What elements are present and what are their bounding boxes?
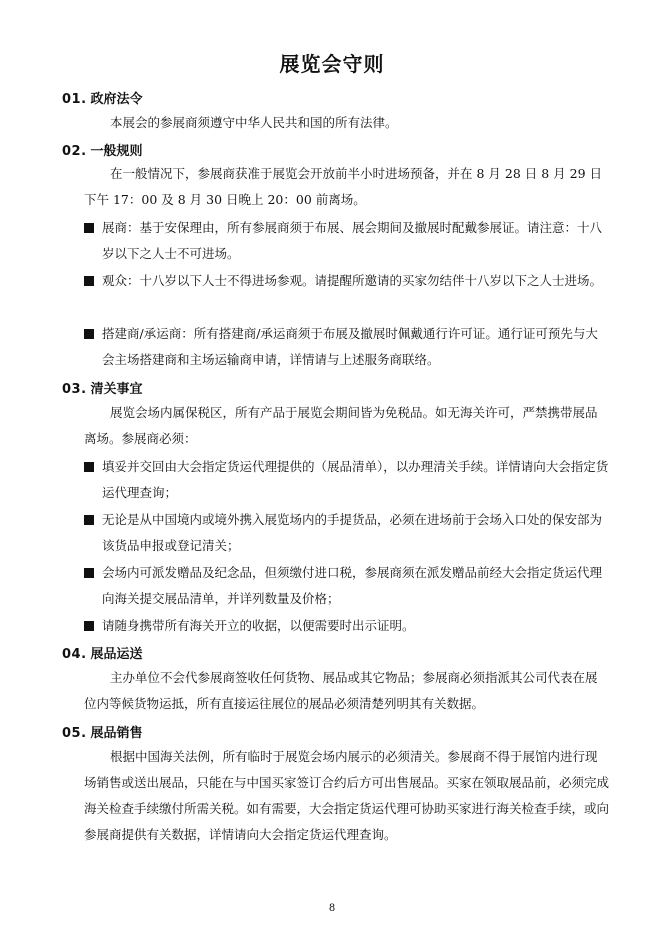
section-title: 展品运送 [90,647,143,662]
section-01-paragraph: 本展会的参展商须遵守中华人民共和国的所有法律。 [110,115,398,130]
section-title: 清关事宜 [90,382,143,397]
square-bullet-icon [84,621,94,631]
list-item-text: 搭建商/承运商：所有搭建商/承运商须于布展及撤展时佩戴通行许可证。通行证可预先与大会主场搭建商和主场运输商申请，详情请与上述服务商联络。 [102,326,598,367]
section-number: 01. [62,92,87,107]
section-04-paragraph: 主办单位不会代参展商签收任何货物、展品或其它物品；参展商必须指派其公司代表在展位内等候货物运抵，所有直接运往展位的展品必须清楚列明其有关数据。 [84,670,598,711]
section-title: 展品销售 [90,726,143,741]
page-number: 8 [328,903,336,914]
list-item [84,507,609,559]
list-item [84,321,609,373]
square-bullet-icon [84,462,94,472]
list-item [84,560,609,612]
list-item [84,268,609,294]
list-item-text: 请随身携带所有海关开立的收据，以便需要时出示证明。 [102,618,415,633]
section-title: 政府法令 [90,92,143,107]
list-item-text: 会场内可派发赠品及纪念品，但须缴付进口税，参展商须在派发赠品前经大会指定货运代理向海关提交展品清单，并详列数量及价格； [102,565,603,606]
list-item-text: 展商：基于安保理由，所有参展商须于布展、展会期间及撤展时配戴参展证。请注意：十八岁以下之人士不可进场。 [102,220,603,261]
square-bullet-icon [84,223,94,233]
section-heading-03 [62,378,143,397]
section-number: 04. [62,647,87,662]
list-item-text: 观众：十八岁以下人士不得进场参观。请提醒所邀请的买家勿结伴十八岁以下之人士进场。 [102,273,603,288]
section-02-paragraph: 在一般情况下，参展商获准于展览会开放前半小时进场预备，并在 8 月 28 日 8 月 29 日下午 17：00 及 8 月 30 日晚上 20：00 前离场。 [84,166,603,207]
list-item-text: 填妥并交回由大会指定货运代理提供的（展品清单），以办理清关手续。详情请向大会指定货运代理查询； [102,459,609,500]
square-bullet-icon [84,329,94,339]
section-heading-01 [62,88,143,107]
section-03-paragraph: 展览会场内属保税区，所有产品于展览会期间皆为免税品。如无海关许可，严禁携带展品离场。参展商必须： [84,405,598,446]
page-title: 展览会守则 [279,52,385,76]
section-05-paragraph: 根据中国海关法例，所有临时于展览会场内展示的必须清关。参展商不得于展馆内进行现场销售或送出展品，只能在与中国买家签订合约后方可出售展品。买家在领取展品前，必须完成海关检查手续缴付所需关税。如有需要，大会指定货运代理可协助买家进行海关检查手续，或向参展商提供有关数据，详情请向大会指定货运代理查询。 [84,749,610,842]
section-number: 02. [62,144,87,159]
section-number: 05. [62,726,87,741]
square-bullet-icon [84,276,94,286]
list-item [84,215,609,267]
list-item [84,613,609,639]
section-heading-02 [62,140,143,159]
section-heading-04 [62,643,143,662]
list-item [84,454,609,506]
section-number: 03. [62,382,87,397]
list-item-text: 无论是从中国境内或境外携入展览场内的手提货品，必须在进场前于会场入口处的保安部为该货品申报或登记清关； [102,512,603,553]
section-title: 一般规则 [90,144,143,159]
section-heading-05 [62,722,143,741]
square-bullet-icon [84,515,94,525]
square-bullet-icon [84,568,94,578]
